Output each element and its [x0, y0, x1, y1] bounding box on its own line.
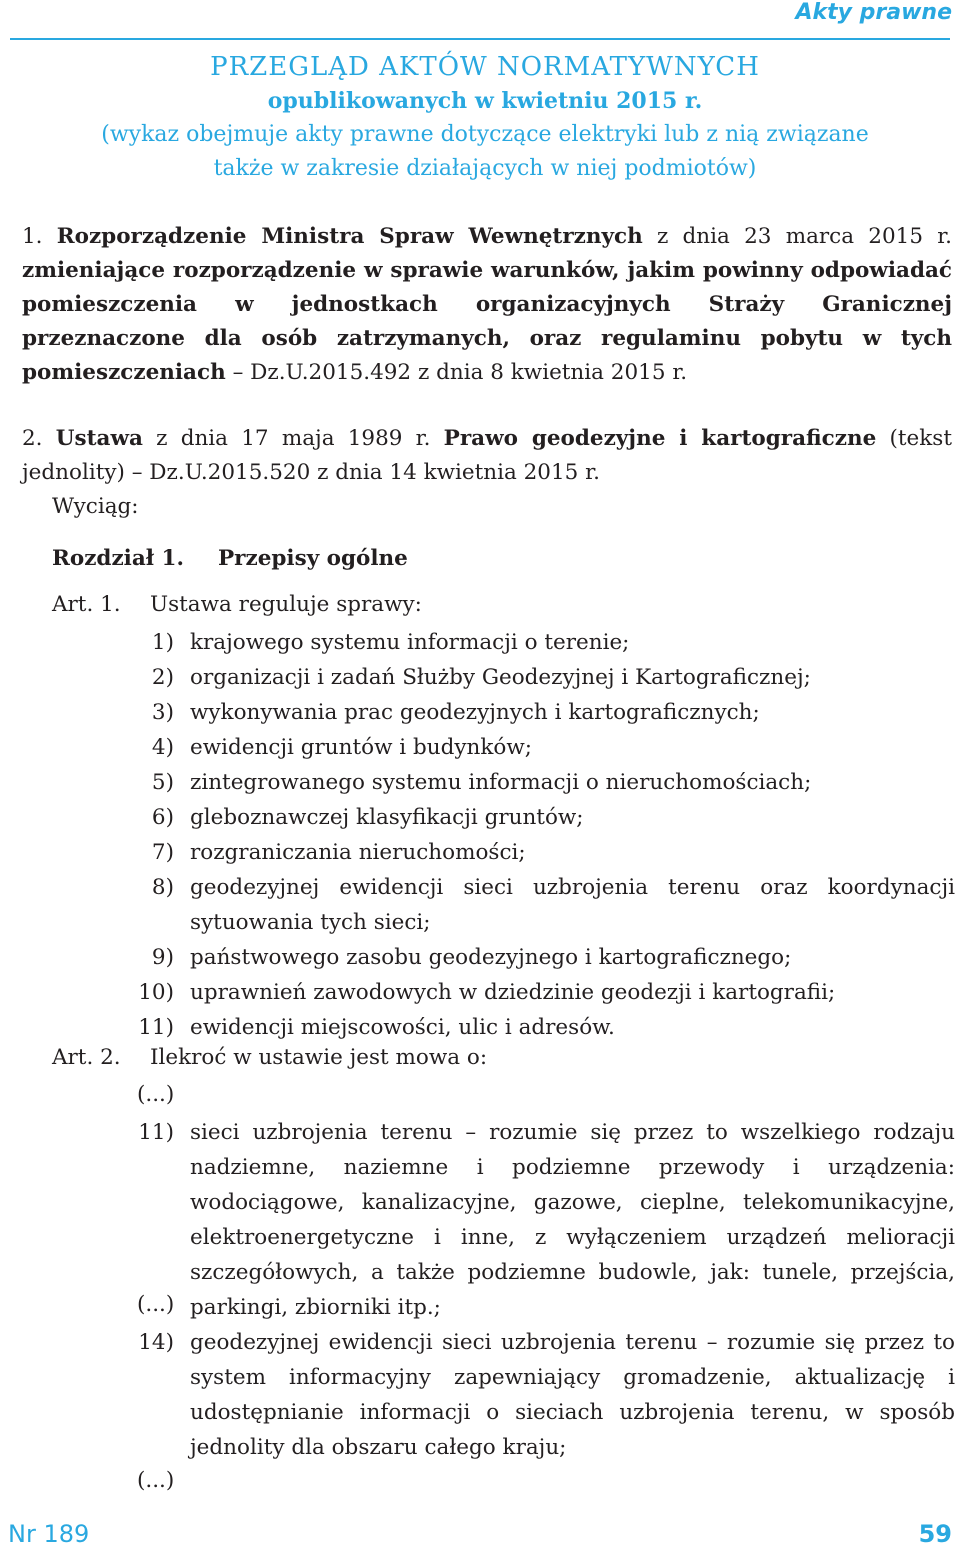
- item-text: gleboznawczej klasyfikacji gruntów;: [190, 805, 584, 830]
- item-text: państwowego zasobu geodezyjnego i kartograficznego;: [190, 945, 792, 970]
- header-rule: [10, 38, 950, 40]
- chapter-label: Rozdział 1.: [52, 546, 184, 571]
- page-title: PRZEGLĄD AKTÓW NORMATYWNYCH: [210, 52, 760, 82]
- item-number: 3): [151, 700, 174, 725]
- item-number: 10): [138, 980, 174, 1005]
- section-label: Akty prawne: [795, 0, 952, 25]
- item-number: 8): [151, 875, 174, 900]
- omission-marker: (...): [137, 1468, 175, 1493]
- item-text: wykonywania prac geodezyjnych i kartograficznych;: [190, 700, 760, 725]
- item-number: 1): [151, 630, 174, 655]
- omission-marker: (...): [137, 1292, 175, 1317]
- act2-title: Prawo geodezyjne i kartograficzne: [443, 426, 877, 451]
- item-number: 9): [151, 945, 174, 970]
- chapter-title: Przepisy ogólne: [218, 546, 408, 571]
- item-text: organizacji i zadań Służby Geodezyjnej i Kartograficznej;: [190, 665, 811, 690]
- article-2-label: Art. 2.: [52, 1045, 121, 1070]
- item-number: 4): [151, 735, 174, 760]
- act-entry-2: [22, 422, 952, 490]
- act1-number: 1.: [22, 224, 43, 249]
- title-block: [40, 50, 930, 186]
- act-entry-1: [22, 220, 952, 390]
- item-text: uprawnień zawodowych w dziedzinie geodezji i kartografii;: [190, 980, 836, 1005]
- article-2-intro: Ilekroć w ustawie jest mowa o:: [150, 1045, 488, 1070]
- page-number: 59: [918, 1520, 952, 1548]
- act2-date: z dnia 17 maja 1989 r.: [156, 426, 431, 451]
- act2-number: 2.: [22, 426, 43, 451]
- item-text: geodezyjnej ewidencji sieci uzbrojenia terenu oraz koordynacji sytuowania tych sieci;: [190, 875, 955, 935]
- act1-date: z dnia 23 marca 2015 r.: [656, 224, 952, 249]
- item-text: sieci uzbrojenia terenu – rozumie się przez to wszelkiego rodzaju nadziemne, naziemne i podziemne przewody i urządzenia: wodociągowe, kanalizacyjne, gazowe, cieplne, telekomunikacyjne, elektroenergetyczne i inne, z wyłączeniem urządzeń melioracji szczegółowych, a także podziemne budowle, jak: tunele, przejścia, parkingi, zbiorniki itp.;: [190, 1120, 955, 1320]
- item-number: 7): [151, 840, 174, 865]
- item-text: ewidencji gruntów i budynków;: [190, 735, 533, 760]
- item-number: 11): [138, 1120, 174, 1145]
- act1-title: Rozporządzenie Ministra Spraw Wewnętrznych: [56, 224, 643, 249]
- act1-reference: – Dz.U.2015.492 z dnia 8 kwietnia 2015 r.: [232, 360, 688, 385]
- act2-type: Ustawa: [55, 426, 143, 451]
- item-number: 5): [151, 770, 174, 795]
- item-number: 6): [151, 805, 174, 830]
- title-note-line1: (wykaz obejmuje akty prawne dotyczące elektryki lub z nią związane: [101, 122, 869, 147]
- item-text: ewidencji miejscowości, ulic i adresów.: [190, 1015, 615, 1040]
- act2-reference: (tekst jednolity) – Dz.U.2015.520 z dnia 14 kwietnia 2015 r.: [22, 426, 952, 485]
- item-text: geodezyjnej ewidencji sieci uzbrojenia terenu – rozumie się przez to system informacyjny zapewniający gromadzenie, aktualizację i udostępnianie informacji o sieciach uzbrojenia terenu, w sposób jednolity dla obszaru całego kraju;: [190, 1330, 955, 1460]
- item-number: 11): [138, 1015, 174, 1040]
- issue-number: Nr 189: [8, 1520, 90, 1548]
- item-text: krajowego systemu informacji o terenie;: [190, 630, 630, 655]
- item-number: 14): [138, 1330, 174, 1355]
- page-subtitle: opublikowanych w kwietniu 2015 r.: [267, 88, 703, 114]
- extract-label: Wyciąg:: [52, 494, 139, 519]
- act1-subject: zmieniające rozporządzenie w sprawie warunków, jakim powinny odpowiadać pomieszczenia w jednostkach organizacyjnych Straży Granicznej przeznaczone dla osób zatrzymanych, oraz regulaminu pobytu w tych pomieszczeniach: [22, 258, 952, 385]
- article-1-label: Art. 1.: [52, 592, 121, 617]
- item-text: zintegrowanego systemu informacji o nieruchomościach;: [190, 770, 812, 795]
- omission-marker: (...): [137, 1082, 175, 1107]
- title-note-line2: także w zakresie działających w niej podmiotów): [213, 156, 757, 181]
- item-text: rozgraniczania nieruchomości;: [190, 840, 526, 865]
- item-number: 2): [151, 665, 174, 690]
- article-1-intro: Ustawa reguluje sprawy:: [150, 592, 422, 617]
